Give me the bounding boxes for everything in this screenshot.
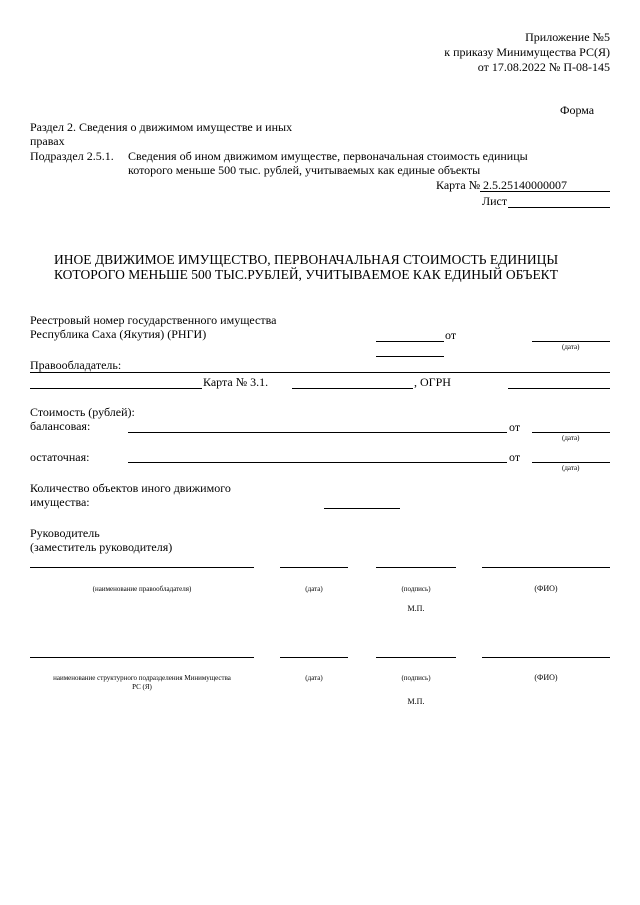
signature1-fio-field[interactable] [482, 567, 610, 568]
quantity-label-line1: Количество объектов иного движимого [30, 481, 231, 495]
residual-date-field[interactable] [532, 462, 610, 463]
signature1-date-caption: (дата) [305, 585, 323, 593]
residual-date-caption: (дата) [562, 464, 580, 472]
signature2-fio-caption: (ФИО) [534, 673, 558, 682]
registry-date-field[interactable] [532, 341, 610, 342]
signature2-sign-caption: (подпись) [401, 674, 431, 682]
signature2-name-caption-line2: РС (Я) [132, 683, 152, 691]
owner-ogrn-label: , ОГРН [414, 375, 451, 389]
balance-cost-label: балансовая: [30, 419, 91, 433]
signature2-stamp: М.П. [407, 697, 425, 706]
owner-card-field[interactable] [292, 388, 413, 389]
cost-heading: Стоимость (рублей): [30, 405, 135, 419]
signature1-date-field[interactable] [280, 567, 348, 568]
signature1-sign-field[interactable] [376, 567, 456, 568]
signature2-sign-field[interactable] [376, 657, 456, 658]
signature1-stamp: М.П. [407, 604, 425, 613]
registry-extra-field[interactable] [376, 356, 444, 357]
owner-ogrn-field[interactable] [508, 388, 610, 389]
quantity-field[interactable] [324, 508, 400, 509]
residual-cost-field[interactable] [128, 462, 507, 463]
owner-name-field[interactable] [30, 372, 610, 373]
section-title-line1: Раздел 2. Сведения о движимом имуществе и иных [30, 120, 293, 134]
department-signature-field[interactable] [30, 657, 254, 658]
document-title-line2: КОТОРОГО МЕНЬШЕ 500 ТЫС.РУБЛЕЙ, УЧИТЫВАЕМОЕ КАК ЕДИНЫЙ ОБЪЕКТ [54, 267, 558, 282]
order-date: от 17.08.2022 № П-08-145 [477, 60, 610, 74]
signature2-date-caption: (дата) [305, 674, 323, 682]
balance-from-label: от [509, 420, 521, 434]
card-number-underline [480, 191, 610, 192]
registry-label-line2: Республика Саха (Якутия) (РНГИ) [30, 327, 207, 341]
owner-card-label: Карта № 3.1. [203, 375, 269, 389]
signature2-date-field[interactable] [280, 657, 348, 658]
signature1-fio-caption: (ФИО) [534, 584, 558, 593]
subsection-number: Подраздел 2.5.1. [30, 149, 114, 163]
appendix-number: Приложение №5 [525, 30, 610, 44]
document-title-line1: ИНОЕ ДВИЖИМОЕ ИМУЩЕСТВО, ПЕРВОНАЧАЛЬНАЯ СТОИМОСТЬ ЕДИНИЦЫ [54, 252, 559, 267]
quantity-label-line2: имущества: [30, 495, 90, 509]
signature1-sign-caption: (подпись) [401, 585, 431, 593]
signature2-fio-field[interactable] [482, 657, 610, 658]
form-label: Форма [560, 103, 595, 117]
registry-label-line1: Реестровый номер государственного имущества [30, 313, 277, 327]
sheet-label: Лист [482, 194, 508, 208]
section-title-line2: правах [30, 134, 65, 148]
signature2-name-caption-line1: наименование структурного подразделения Минимущества [53, 674, 231, 682]
head-label-line2: (заместитель руководителя) [30, 540, 173, 554]
owner-extra-field[interactable] [30, 388, 202, 389]
owner-name-signature-field[interactable] [30, 567, 254, 568]
subsection-text-line1: Сведения об ином движимом имуществе, первоначальная стоимость единицы [128, 149, 528, 163]
registry-number-field[interactable] [376, 341, 444, 342]
signature1-name-caption: (наименование правообладателя) [92, 585, 192, 593]
residual-cost-label: остаточная: [30, 450, 90, 464]
owner-label: Правообладатель: [30, 358, 122, 372]
registry-date-caption: (дата) [562, 343, 580, 351]
balance-date-field[interactable] [532, 432, 610, 433]
registry-from-label: от [445, 328, 457, 342]
balance-date-caption: (дата) [562, 434, 580, 442]
sheet-field[interactable] [508, 207, 610, 208]
balance-cost-field[interactable] [128, 432, 507, 433]
residual-from-label: от [509, 450, 521, 464]
order-reference: к приказу Минимущества РС(Я) [444, 45, 610, 59]
card-number: 2.5.25140000007 [483, 178, 567, 192]
card-label: Карта № [436, 178, 481, 192]
subsection-text-line2: которого меньше 500 тыс. рублей, учитываемых как единые объекты [128, 163, 481, 177]
head-label-line1: Руководитель [30, 526, 100, 540]
